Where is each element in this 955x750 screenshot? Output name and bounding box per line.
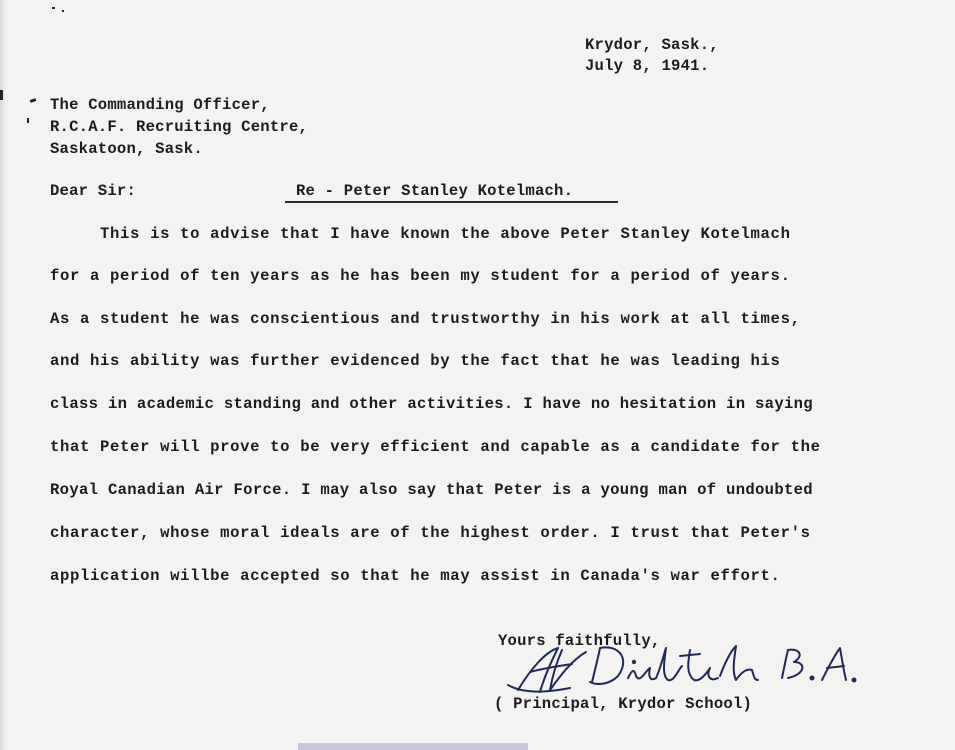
body-line: class in academic standing and other activities. I have no hesitation in saying [50,395,813,413]
body-line: that Peter will prove to be very efficient and capable as a candidate for the [50,438,821,456]
body-line: As a student he was conscientious and trustworthy in his work at all times, [50,310,801,328]
recipient-line: The Commanding Officer, [50,96,270,114]
margin-mark [27,118,29,123]
scan-edge-shadow [0,0,6,750]
body-line: and his ability was further evidenced by the fact that he was leading his [50,352,781,370]
margin-mark [0,90,3,100]
recipient-line: Saskatoon, Sask. [50,140,203,158]
scan-speck [62,10,64,12]
body-line: application willbe accepted so that he may assist in Canada's war effort. [50,567,781,585]
letter-place: Krydor, Sask., [585,36,719,54]
body-line: Royal Canadian Air Force. I may also say that Peter is a young man of undoubted [50,481,813,499]
body-line: for a period of ten years as he has been my student for a period of years. [50,267,791,285]
body-line: character, whose moral ideals are of the highest order. I trust that Peter's [50,524,811,542]
subject-line: Re - Peter Stanley Kotelmach. [296,182,574,200]
signature-title: ( Principal, Krydor School) [494,695,753,713]
recipient-line: R.C.A.F. Recruiting Centre, [50,118,309,136]
scan-color-strip [298,743,528,750]
subject-underline [285,201,618,203]
body-line: This is to advise that I have known the above Peter Stanley Kotelmach [50,225,791,243]
margin-mark [30,98,37,103]
letter-date: July 8, 1941. [585,57,710,75]
salutation: Dear Sir: [50,182,137,200]
scan-speck [52,7,55,9]
handwritten-signature [500,630,870,700]
closing: Yours faithfully, [498,632,661,650]
